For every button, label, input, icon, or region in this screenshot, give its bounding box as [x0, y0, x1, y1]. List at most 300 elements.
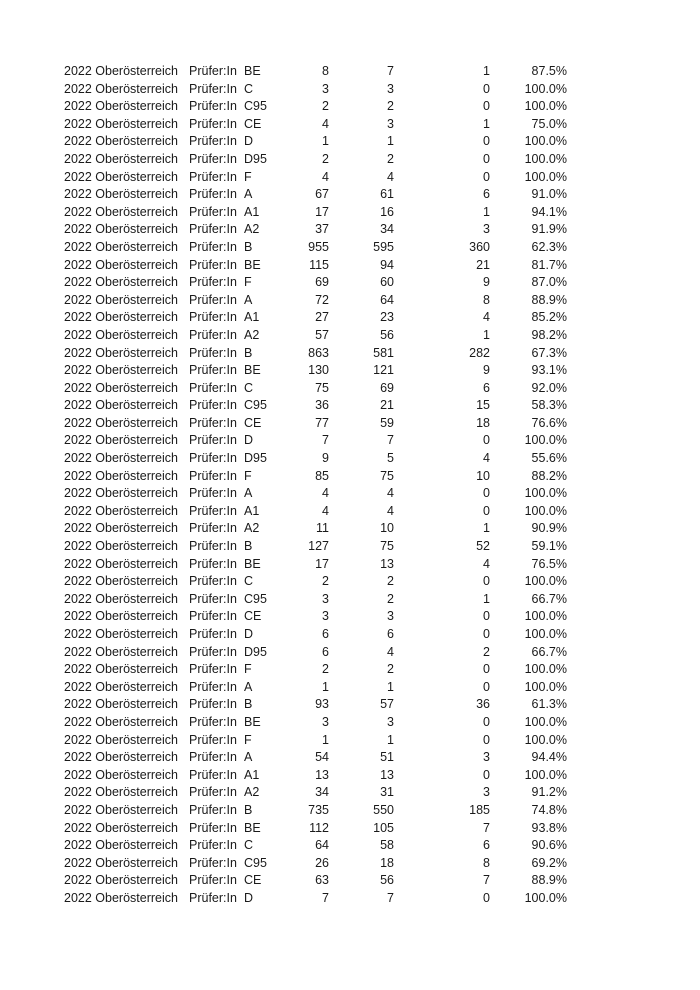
table-row: [0, 309, 700, 327]
role-cell: Prüfer:In: [189, 591, 237, 606]
failed-count-cell: 0: [483, 486, 490, 501]
license-class-cell: CE: [244, 415, 262, 430]
region-cell: 2022 Oberösterreich: [64, 820, 178, 835]
region-cell: 2022 Oberösterreich: [64, 556, 178, 571]
total-count-cell: 115: [309, 257, 329, 272]
pass-rate-cell: 100.0%: [524, 486, 567, 501]
region-cell: 2022 Oberösterreich: [64, 116, 178, 131]
total-count-cell: 34: [315, 785, 329, 800]
license-class-cell: C: [244, 574, 254, 589]
pass-rate-cell: 76.6%: [531, 415, 567, 430]
license-class-cell: D95: [244, 451, 267, 466]
region-cell: 2022 Oberösterreich: [64, 204, 178, 219]
failed-count-cell: 3: [483, 785, 490, 800]
license-class-cell: C95: [244, 591, 267, 606]
table-row: [0, 432, 700, 450]
region-cell: 2022 Oberösterreich: [64, 239, 178, 254]
failed-count-cell: 6: [483, 380, 490, 395]
role-cell: Prüfer:In: [189, 222, 237, 237]
passed-count-cell: 121: [373, 363, 394, 378]
total-count-cell: 2: [322, 662, 329, 677]
license-class-cell: A1: [244, 503, 260, 518]
total-count-cell: 37: [315, 222, 329, 237]
pass-rate-cell: 90.9%: [531, 521, 567, 536]
region-cell: 2022 Oberösterreich: [64, 398, 178, 413]
total-count-cell: 77: [315, 415, 329, 430]
pass-rate-cell: 100.0%: [524, 169, 567, 184]
region-cell: 2022 Oberösterreich: [64, 591, 178, 606]
pass-rate-cell: 61.3%: [531, 697, 567, 712]
total-count-cell: 63: [315, 873, 329, 888]
table-row: [0, 450, 700, 468]
table-row: [0, 133, 700, 151]
region-cell: 2022 Oberösterreich: [64, 222, 178, 237]
license-class-cell: CE: [244, 116, 262, 131]
region-cell: 2022 Oberösterreich: [64, 415, 178, 430]
table-row: [0, 274, 700, 292]
region-cell: 2022 Oberösterreich: [64, 890, 178, 905]
role-cell: Prüfer:In: [189, 556, 237, 571]
region-cell: 2022 Oberösterreich: [64, 714, 178, 729]
license-class-cell: D95: [244, 151, 267, 166]
table-row: [0, 820, 700, 838]
role-cell: Prüfer:In: [189, 838, 237, 853]
license-class-cell: C95: [244, 855, 267, 870]
table-row: [0, 802, 700, 820]
region-cell: 2022 Oberösterreich: [64, 539, 178, 554]
passed-count-cell: 56: [380, 327, 394, 342]
failed-count-cell: 10: [476, 468, 490, 483]
failed-count-cell: 0: [483, 679, 490, 694]
failed-count-cell: 4: [483, 451, 490, 466]
license-class-cell: BE: [244, 257, 261, 272]
total-count-cell: 67: [315, 187, 329, 202]
pass-rate-cell: 69.2%: [531, 855, 567, 870]
region-cell: 2022 Oberösterreich: [64, 187, 178, 202]
table-row: [0, 573, 700, 591]
total-count-cell: 2: [322, 574, 329, 589]
total-count-cell: 54: [315, 750, 329, 765]
failed-count-cell: 0: [483, 662, 490, 677]
license-class-cell: C: [244, 380, 254, 395]
role-cell: Prüfer:In: [189, 873, 237, 888]
region-cell: 2022 Oberösterreich: [64, 151, 178, 166]
total-count-cell: 72: [315, 292, 329, 307]
pass-rate-cell: 87.5%: [531, 64, 567, 78]
region-cell: 2022 Oberösterreich: [64, 99, 178, 114]
license-class-cell: F: [244, 732, 252, 747]
region-cell: 2022 Oberösterreich: [64, 697, 178, 712]
role-cell: Prüfer:In: [189, 890, 237, 905]
total-count-cell: 4: [322, 503, 329, 518]
failed-count-cell: 0: [483, 81, 490, 96]
region-cell: 2022 Oberösterreich: [64, 451, 178, 466]
role-cell: Prüfer:In: [189, 627, 237, 641]
table-row: [0, 626, 700, 644]
total-count-cell: 1: [322, 732, 329, 747]
license-class-cell: A: [244, 486, 253, 501]
role-cell: Prüfer:In: [189, 662, 237, 677]
region-cell: 2022 Oberösterreich: [64, 433, 178, 448]
total-count-cell: 1: [322, 134, 329, 149]
pass-rate-cell: 62.3%: [531, 239, 567, 254]
role-cell: Prüfer:In: [189, 151, 237, 166]
passed-count-cell: 4: [387, 644, 394, 659]
table-row: [0, 81, 700, 99]
pass-rate-cell: 88.9%: [531, 873, 567, 888]
passed-count-cell: 4: [387, 486, 394, 501]
passed-count-cell: 34: [380, 222, 394, 237]
passed-count-cell: 4: [387, 169, 394, 184]
failed-count-cell: 3: [483, 222, 490, 237]
failed-count-cell: 36: [476, 697, 490, 712]
passed-count-cell: 7: [387, 890, 394, 905]
failed-count-cell: 0: [483, 732, 490, 747]
role-cell: Prüfer:In: [189, 380, 237, 395]
pass-rate-cell: 100.0%: [524, 714, 567, 729]
failed-count-cell: 0: [483, 609, 490, 624]
pass-rate-cell: 66.7%: [531, 644, 567, 659]
total-count-cell: 7: [322, 890, 329, 905]
failed-count-cell: 0: [483, 890, 490, 905]
region-cell: 2022 Oberösterreich: [64, 134, 178, 149]
passed-count-cell: 1: [387, 679, 394, 694]
pass-rate-cell: 58.3%: [531, 398, 567, 413]
pass-rate-cell: 93.1%: [531, 363, 567, 378]
passed-count-cell: 64: [380, 292, 394, 307]
pass-rate-cell: 100.0%: [524, 574, 567, 589]
total-count-cell: 69: [315, 275, 329, 290]
passed-count-cell: 59: [380, 415, 394, 430]
region-cell: 2022 Oberösterreich: [64, 327, 178, 342]
region-cell: 2022 Oberösterreich: [64, 363, 178, 378]
license-class-cell: D: [244, 890, 254, 905]
pass-rate-cell: 67.3%: [531, 345, 567, 360]
role-cell: Prüfer:In: [189, 257, 237, 272]
license-class-cell: F: [244, 169, 252, 184]
pass-rate-cell: 88.9%: [531, 292, 567, 307]
total-count-cell: 17: [315, 556, 329, 571]
region-cell: 2022 Oberösterreich: [64, 345, 178, 360]
total-count-cell: 955: [308, 239, 329, 254]
license-class-cell: B: [244, 802, 253, 817]
table-row: [0, 749, 700, 767]
role-cell: Prüfer:In: [189, 275, 237, 290]
total-count-cell: 4: [322, 169, 329, 184]
table-row: [0, 468, 700, 486]
pass-rate-cell: 100.0%: [524, 767, 567, 782]
table-row: [0, 784, 700, 802]
total-count-cell: 26: [315, 855, 329, 870]
passed-count-cell: 60: [380, 275, 394, 290]
license-class-cell: BE: [244, 714, 261, 729]
region-cell: 2022 Oberösterreich: [64, 468, 178, 483]
pass-rate-cell: 100.0%: [524, 99, 567, 114]
region-cell: 2022 Oberösterreich: [64, 503, 178, 518]
license-class-cell: A1: [244, 204, 260, 219]
passed-count-cell: 4: [387, 503, 394, 518]
license-class-cell: BE: [244, 64, 261, 78]
table-row: [0, 855, 700, 873]
table-row: [0, 837, 700, 855]
table-row: [0, 485, 700, 503]
region-cell: 2022 Oberösterreich: [64, 732, 178, 747]
failed-count-cell: 2: [483, 644, 490, 659]
pass-rate-cell: 91.2%: [531, 785, 567, 800]
role-cell: Prüfer:In: [189, 363, 237, 378]
failed-count-cell: 9: [483, 275, 490, 290]
region-cell: 2022 Oberösterreich: [64, 169, 178, 184]
passed-count-cell: 3: [387, 609, 394, 624]
table-row: [0, 345, 700, 363]
failed-count-cell: 8: [483, 855, 490, 870]
failed-count-cell: 0: [483, 767, 490, 782]
role-cell: Prüfer:In: [189, 292, 237, 307]
passed-count-cell: 2: [387, 591, 394, 606]
failed-count-cell: 0: [483, 627, 490, 641]
failed-count-cell: 282: [469, 345, 490, 360]
passed-count-cell: 550: [373, 802, 394, 817]
failed-count-cell: 15: [476, 398, 490, 413]
total-count-cell: 8: [322, 64, 329, 78]
total-count-cell: 3: [322, 81, 329, 96]
total-count-cell: 75: [315, 380, 329, 395]
failed-count-cell: 21: [476, 257, 490, 272]
role-cell: Prüfer:In: [189, 802, 237, 817]
license-class-cell: C95: [244, 99, 267, 114]
table-row: [0, 292, 700, 310]
license-class-cell: A: [244, 679, 253, 694]
role-cell: Prüfer:In: [189, 99, 237, 114]
region-cell: 2022 Oberösterreich: [64, 64, 178, 78]
total-count-cell: 6: [322, 644, 329, 659]
passed-count-cell: 7: [387, 64, 394, 78]
role-cell: Prüfer:In: [189, 451, 237, 466]
total-count-cell: 93: [315, 697, 329, 712]
license-class-cell: D: [244, 627, 254, 641]
pass-rate-cell: 100.0%: [524, 890, 567, 905]
failed-count-cell: 8: [483, 292, 490, 307]
failed-count-cell: 0: [483, 714, 490, 729]
pass-rate-cell: 90.6%: [531, 838, 567, 853]
passed-count-cell: 57: [380, 697, 394, 712]
role-cell: Prüfer:In: [189, 169, 237, 184]
table-row: [0, 63, 700, 81]
role-cell: Prüfer:In: [189, 521, 237, 536]
region-cell: 2022 Oberösterreich: [64, 81, 178, 96]
license-class-cell: A2: [244, 785, 260, 800]
pass-rate-cell: 88.2%: [531, 468, 567, 483]
passed-count-cell: 13: [380, 767, 394, 782]
region-cell: 2022 Oberösterreich: [64, 838, 178, 853]
total-count-cell: 3: [322, 591, 329, 606]
total-count-cell: 36: [315, 398, 329, 413]
total-count-cell: 13: [315, 767, 329, 782]
role-cell: Prüfer:In: [189, 81, 237, 96]
failed-count-cell: 1: [483, 591, 490, 606]
pass-rate-cell: 98.2%: [531, 327, 567, 342]
total-count-cell: 27: [315, 310, 329, 325]
license-class-cell: BE: [244, 820, 261, 835]
table-row: [0, 503, 700, 521]
total-count-cell: 11: [316, 521, 329, 536]
passed-count-cell: 56: [380, 873, 394, 888]
pass-rate-cell: 100.0%: [524, 81, 567, 96]
region-cell: 2022 Oberösterreich: [64, 679, 178, 694]
license-class-cell: F: [244, 468, 252, 483]
table-row: [0, 520, 700, 538]
license-class-cell: F: [244, 275, 252, 290]
passed-count-cell: 23: [380, 310, 394, 325]
pass-rate-cell: 100.0%: [524, 134, 567, 149]
total-count-cell: 112: [309, 820, 329, 835]
failed-count-cell: 0: [483, 503, 490, 518]
total-count-cell: 127: [308, 539, 329, 554]
passed-count-cell: 2: [387, 662, 394, 677]
total-count-cell: 3: [322, 609, 329, 624]
license-class-cell: BE: [244, 556, 261, 571]
role-cell: Prüfer:In: [189, 327, 237, 342]
role-cell: Prüfer:In: [189, 345, 237, 360]
total-count-cell: 130: [308, 363, 329, 378]
passed-count-cell: 16: [380, 204, 394, 219]
failed-count-cell: 52: [476, 539, 490, 554]
license-class-cell: B: [244, 697, 253, 712]
role-cell: Prüfer:In: [189, 767, 237, 782]
passed-count-cell: 595: [373, 239, 394, 254]
role-cell: Prüfer:In: [189, 398, 237, 413]
failed-count-cell: 1: [483, 327, 490, 342]
table-row: [0, 98, 700, 116]
table-row: [0, 151, 700, 169]
pass-rate-cell: 100.0%: [524, 503, 567, 518]
table-row: [0, 327, 700, 345]
role-cell: Prüfer:In: [189, 820, 237, 835]
pass-rate-cell: 55.6%: [531, 451, 567, 466]
table-row: [0, 116, 700, 134]
table-row: [0, 732, 700, 750]
role-cell: Prüfer:In: [189, 134, 237, 149]
total-count-cell: 57: [315, 327, 329, 342]
license-class-cell: A: [244, 292, 253, 307]
region-cell: 2022 Oberösterreich: [64, 873, 178, 888]
failed-count-cell: 6: [483, 187, 490, 202]
total-count-cell: 85: [315, 468, 329, 483]
pass-rate-cell: 91.9%: [531, 222, 567, 237]
role-cell: Prüfer:In: [189, 609, 237, 624]
failed-count-cell: 360: [469, 239, 490, 254]
role-cell: Prüfer:In: [189, 539, 237, 554]
failed-count-cell: 18: [476, 415, 490, 430]
failed-count-cell: 6: [483, 838, 490, 853]
table-row: [0, 221, 700, 239]
pass-rate-cell: 75.0%: [531, 116, 567, 131]
total-count-cell: 2: [322, 99, 329, 114]
region-cell: 2022 Oberösterreich: [64, 310, 178, 325]
role-cell: Prüfer:In: [189, 679, 237, 694]
region-cell: 2022 Oberösterreich: [64, 609, 178, 624]
region-cell: 2022 Oberösterreich: [64, 521, 178, 536]
pass-rate-cell: 85.2%: [531, 310, 567, 325]
failed-count-cell: 4: [483, 556, 490, 571]
license-class-cell: CE: [244, 609, 262, 624]
role-cell: Prüfer:In: [189, 187, 237, 202]
passed-count-cell: 3: [387, 81, 394, 96]
role-cell: Prüfer:In: [189, 415, 237, 430]
license-class-cell: A1: [244, 767, 260, 782]
table-row: [0, 661, 700, 679]
role-cell: Prüfer:In: [189, 204, 237, 219]
passed-count-cell: 581: [373, 345, 394, 360]
region-cell: 2022 Oberösterreich: [64, 855, 178, 870]
total-count-cell: 863: [308, 345, 329, 360]
total-count-cell: 6: [322, 627, 329, 641]
role-cell: Prüfer:In: [189, 64, 237, 78]
table-row: [0, 186, 700, 204]
total-count-cell: 735: [308, 802, 329, 817]
failed-count-cell: 7: [483, 873, 490, 888]
role-cell: Prüfer:In: [189, 785, 237, 800]
table-row: [0, 714, 700, 732]
region-cell: 2022 Oberösterreich: [64, 627, 178, 641]
passed-count-cell: 61: [380, 187, 394, 202]
total-count-cell: 9: [322, 451, 329, 466]
passed-count-cell: 5: [387, 451, 394, 466]
failed-count-cell: 185: [469, 802, 490, 817]
pass-rate-cell: 100.0%: [524, 151, 567, 166]
license-class-cell: B: [244, 539, 253, 554]
data-table: [0, 63, 700, 908]
total-count-cell: 7: [322, 433, 329, 448]
passed-count-cell: 6: [387, 627, 394, 641]
failed-count-cell: 0: [483, 134, 490, 149]
role-cell: Prüfer:In: [189, 697, 237, 712]
passed-count-cell: 75: [380, 468, 394, 483]
failed-count-cell: 7: [483, 820, 490, 835]
passed-count-cell: 2: [387, 151, 394, 166]
table-row: [0, 608, 700, 626]
pass-rate-cell: 92.0%: [531, 380, 567, 395]
pass-rate-cell: 81.7%: [531, 257, 567, 272]
license-class-cell: A: [244, 187, 253, 202]
role-cell: Prüfer:In: [189, 486, 237, 501]
passed-count-cell: 21: [380, 398, 394, 413]
total-count-cell: 64: [315, 838, 329, 853]
pass-rate-cell: 76.5%: [531, 556, 567, 571]
total-count-cell: 4: [322, 486, 329, 501]
passed-count-cell: 75: [380, 539, 394, 554]
table-row: [0, 380, 700, 398]
license-class-cell: C: [244, 838, 254, 853]
table-row: [0, 679, 700, 697]
passed-count-cell: 10: [380, 521, 394, 536]
region-cell: 2022 Oberösterreich: [64, 662, 178, 677]
passed-count-cell: 31: [380, 785, 394, 800]
pass-rate-cell: 100.0%: [524, 732, 567, 747]
passed-count-cell: 3: [387, 714, 394, 729]
failed-count-cell: 0: [483, 151, 490, 166]
region-cell: 2022 Oberösterreich: [64, 574, 178, 589]
failed-count-cell: 3: [483, 750, 490, 765]
passed-count-cell: 13: [380, 556, 394, 571]
total-count-cell: 2: [322, 151, 329, 166]
license-class-cell: A2: [244, 327, 260, 342]
license-class-cell: B: [244, 345, 253, 360]
total-count-cell: 17: [315, 204, 329, 219]
role-cell: Prüfer:In: [189, 503, 237, 518]
table-row: [0, 890, 700, 908]
role-cell: Prüfer:In: [189, 750, 237, 765]
